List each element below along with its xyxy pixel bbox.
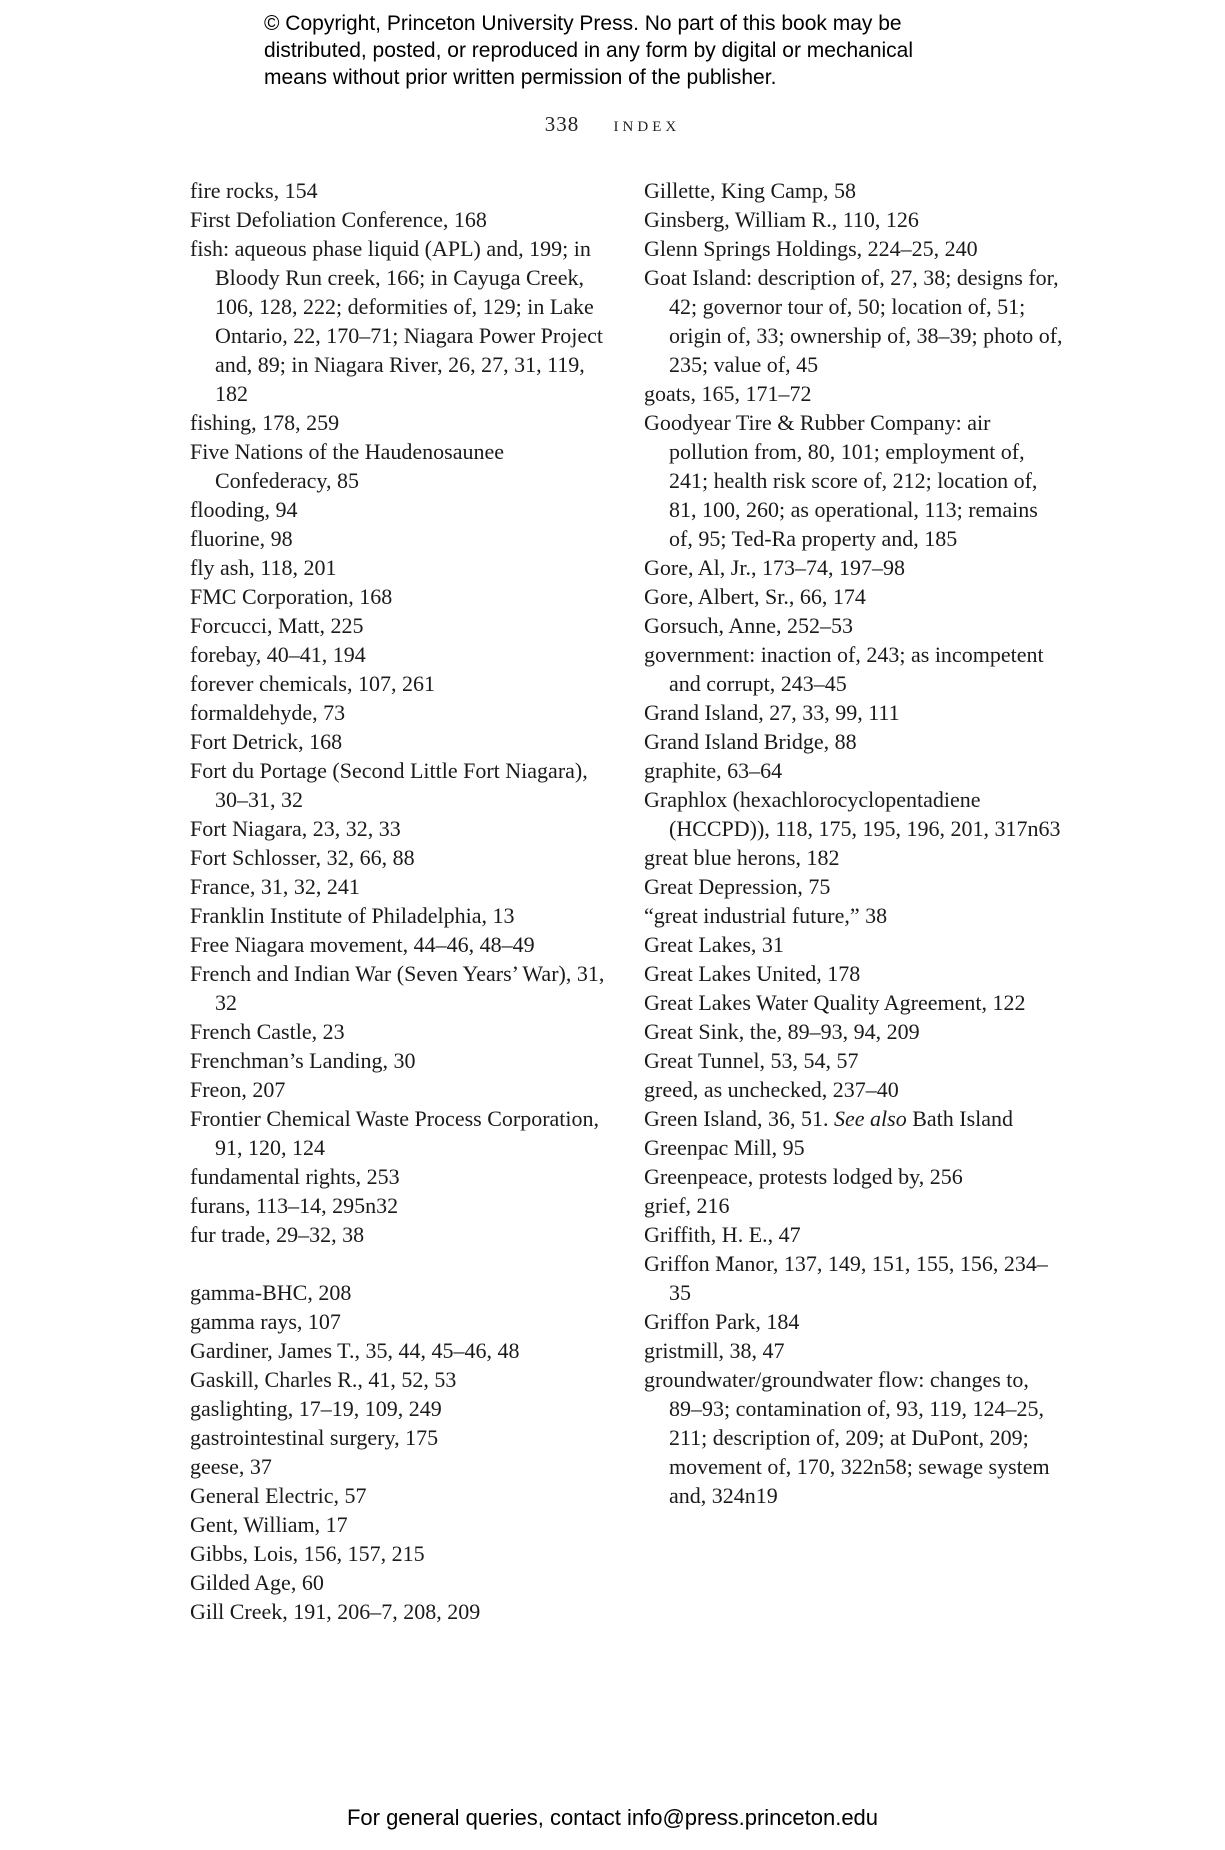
index-entry: groundwater/groundwater flow: changes to, 89–93; contamination of, 93, 119, 124–25, 211; description of, 209; at DuPont, 209; movement of, 170, 322n58; sewage system and, 324n19 [644,1367,1050,1508]
index-entry: Gorsuch, Anne, 252–53 [644,613,853,638]
index-entry: forebay, 40–41, 194 [190,642,366,667]
index-entry: formaldehyde, 73 [190,700,346,725]
copyright-line: © Copyright, Princeton University Press. No part of this book may be [264,12,902,35]
index-entry: Grand Island, 27, 33, 99, 111 [644,700,900,725]
index-entry: great blue herons, 182 [644,845,840,870]
see-also-label: See also [834,1106,907,1131]
index-entry: gastrointestinal surgery, 175 [190,1425,439,1450]
index-entry: government: inaction of, 243; as incompetent and corrupt, 243–45 [644,642,1044,696]
index-entry: Frontier Chemical Waste Process Corporation, 91, 120, 124 [190,1106,600,1160]
index-entry: Goodyear Tire & Rubber Company: air pollution from, 80, 101; employment of, 241; health risk score of, 212; location of, 81, 100, 260; as operational, 113; remains of, 95; Ted-Ra property and, 185 [644,410,1038,551]
index-entry: Greenpeace, protests lodged by, 256 [644,1164,963,1189]
index-entry: flooding, 94 [190,497,298,522]
entry-text: Bath Island [906,1106,1014,1131]
index-column-left [190,176,610,1626]
index-entry: Goat Island: description of, 27, 38; designs for, 42; governor tour of, 50; location of, 51; origin of, 33; ownership of, 38–39; photo of, 235; value of, 45 [644,265,1063,377]
entry-text: Green Island, 36, 51. [644,1106,835,1131]
index-entry: First Defoliation Conference, 168 [190,207,487,232]
index-entry: Fort du Portage (Second Little Fort Niagara), 30–31, 32 [190,758,588,812]
index-entry: General Electric, 57 [190,1483,367,1508]
index-entry: Glenn Springs Holdings, 224–25, 240 [644,236,978,261]
index-entry: fly ash, 118, 201 [190,555,337,580]
index-entry: Gill Creek, 191, 206–7, 208, 209 [190,1599,481,1624]
index-entry: forever chemicals, 107, 261 [190,671,435,696]
index-entry: Gilded Age, 60 [190,1570,324,1595]
index-entry: French and Indian War (Seven Years’ War), 31, 32 [190,961,605,1015]
index-entry: Griffon Park, 184 [644,1309,800,1334]
index-group-g-cont-2 [644,1133,1064,1510]
index-entry: grief, 216 [644,1193,730,1218]
index-entry: Gibbs, Lois, 156, 157, 215 [190,1541,425,1566]
index-entry: Gaskill, Charles R., 41, 52, 53 [190,1367,457,1392]
index-entry: FMC Corporation, 168 [190,584,393,609]
index-entry: Gardiner, James T., 35, 44, 45–46, 48 [190,1338,520,1363]
index-entry: Five Nations of the Haudenosaunee Confederacy, 85 [190,439,505,493]
index-entry: Great Sink, the, 89–93, 94, 209 [644,1019,920,1044]
letter-gap [190,1249,610,1278]
index-group-g [190,1278,610,1626]
page-title: index [613,112,681,136]
index-entry: goats, 165, 171–72 [644,381,812,406]
index-entry [644,1104,1064,1133]
index-entry: fundamental rights, 253 [190,1164,400,1189]
copyright-line: distributed, posted, or reproduced in any form by digital or mechanical [264,39,914,62]
index-entry: fluorine, 98 [190,526,293,551]
index-entry: Franklin Institute of Philadelphia, 13 [190,903,515,928]
page-number: 338 [544,112,580,136]
index-entry: French Castle, 23 [190,1019,345,1044]
index-entry: Gent, William, 17 [190,1512,348,1537]
index-entry: gaslighting, 17–19, 109, 249 [190,1396,442,1421]
index-entry: Greenpac Mill, 95 [644,1135,805,1160]
index-entry: Great Lakes United, 178 [644,961,861,986]
index-group-f [190,176,610,1249]
index-entry: Gore, Albert, Sr., 66, 174 [644,584,866,609]
index-entry: fire rocks, 154 [190,178,318,203]
index-entry: fish: aqueous phase liquid (APL) and, 199; in Bloody Run creek, 166; in Cayuga Creek, 106, 128, 222; deformities of, 129; in Lake Ontario, 22, 170–71; Niagara Power Project and, 89; in Niagara River, 26, 27, 31, 119, 182 [190,236,603,406]
index-entry: Gore, Al, Jr., 173–74, 197–98 [644,555,905,580]
index-entry: Great Depression, 75 [644,874,831,899]
index-entry: Grand Island Bridge, 88 [644,729,857,754]
index-entry: gamma rays, 107 [190,1309,341,1334]
copyright-line: means without prior written permission of the publisher. [264,66,777,89]
index-entry: Fort Detrick, 168 [190,729,343,754]
index-entry: furans, 113–14, 295n32 [190,1193,399,1218]
index-entry: Free Niagara movement, 44–46, 48–49 [190,932,535,957]
index-entry: Griffon Manor, 137, 149, 151, 155, 156, 234–35 [644,1251,1048,1305]
index-entry: Griffith, H. E., 47 [644,1222,801,1247]
index-entry: fur trade, 29–32, 38 [190,1222,365,1247]
index-entry: “great industrial future,” 38 [644,903,888,928]
index-entry: graphite, 63–64 [644,758,783,783]
footer-contact: For general queries, contact info@press.princeton.edu [346,1805,879,1830]
index-entry: Frenchman’s Landing, 30 [190,1048,416,1073]
index-entry: Fort Niagara, 23, 32, 33 [190,816,401,841]
index-entry: Freon, 207 [190,1077,286,1102]
running-head [0,112,1225,137]
index-entry: geese, 37 [190,1454,272,1479]
index-entry: Fort Schlosser, 32, 66, 88 [190,845,415,870]
index-entry: greed, as unchecked, 237–40 [644,1077,899,1102]
copyright-notice [264,10,1024,91]
index-entry: Great Lakes Water Quality Agreement, 122 [644,990,1026,1015]
index-entry: France, 31, 32, 241 [190,874,360,899]
index-entry: fishing, 178, 259 [190,410,340,435]
index-entry: Ginsberg, William R., 110, 126 [644,207,919,232]
index-entry: Great Tunnel, 53, 54, 57 [644,1048,859,1073]
index-entry: Gillette, King Camp, 58 [644,178,857,203]
index-group-g-cont [644,176,1064,1104]
index-entry: gristmill, 38, 47 [644,1338,785,1363]
index-column-right [644,176,1064,1510]
index-entry: gamma-BHC, 208 [190,1280,352,1305]
index-entry: Great Lakes, 31 [644,932,784,957]
index-entry: Graphlox (hexachlorocyclopentadiene (HCCPD)), 118, 175, 195, 196, 201, 317n63 [644,787,1061,841]
index-entry: Forcucci, Matt, 225 [190,613,364,638]
